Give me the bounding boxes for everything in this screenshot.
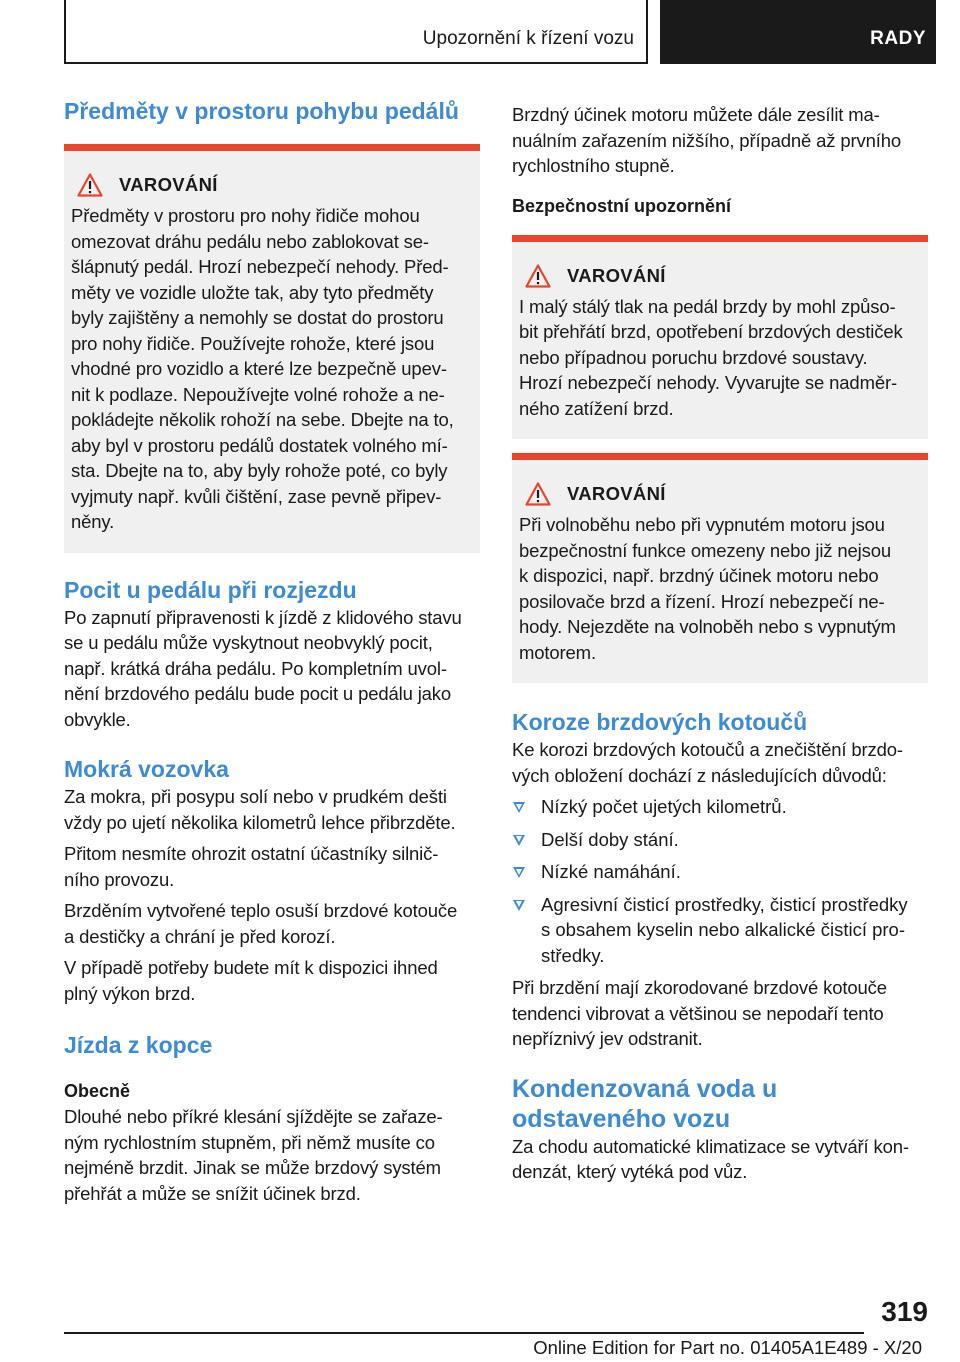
list-item: Nízké namáhání. bbox=[512, 859, 928, 885]
header-chapter-tab bbox=[660, 0, 936, 64]
subheading-safety: Bezpečnostní upozornění bbox=[512, 195, 732, 216]
warning-text-brake-pressure: I malý stálý tlak na pedál brzdy by mohl způso- bit přehřátí brzd, opotřebení brzdových destiček nebo případnou poruchu brzdové soustavy. Hrozí nebezpečí nehody. Vyvarujte se nadměr- ného zatížení brzd. bbox=[519, 295, 903, 419]
warning-box-idling bbox=[512, 453, 928, 683]
corrosion-causes-list bbox=[512, 794, 928, 968]
heading-wet-road: Mokrá vozovka bbox=[64, 756, 229, 782]
paragraph-condensed-water: Za chodu automatické klimatizace se vytváří kon- denzát, který vytéká pod vůz. bbox=[512, 1135, 909, 1182]
header-chapter-title: RADY bbox=[870, 28, 926, 49]
footer-edition: Online Edition for Part no. 01405A1E489 - X/20 bbox=[533, 1337, 922, 1358]
paragraph-wet-3: Brzděním vytvořené teplo osuší brzdové kotouče a destičky a chrání je před korozí. bbox=[64, 900, 458, 947]
bullet-triangle-icon bbox=[513, 867, 525, 878]
warning-triangle-icon bbox=[77, 173, 103, 197]
subheading-general: Obecně bbox=[64, 1081, 131, 1101]
bullet-triangle-icon bbox=[513, 900, 525, 911]
page-number: 319 bbox=[881, 1296, 928, 1327]
footer-rule bbox=[64, 1332, 864, 1334]
warning-label: VAROVÁNÍ bbox=[119, 174, 218, 195]
warning-box-objects bbox=[64, 144, 480, 553]
paragraph-downhill: Dlouhé nebo příkré klesání sjíždějte se zařaze- ným rychlostním stupněm, při němž musíte co nejméně brzdit. Jinak se může brzdový systém přehřát a může se snížit účinek brzd. bbox=[64, 1106, 443, 1204]
paragraph-wet-2: Přitom nesmíte ohrozit ostatní účastníky silnič- ního provozu. bbox=[64, 843, 439, 890]
heading-downhill: Jízda z kopce bbox=[64, 1032, 213, 1058]
heading-condensed-water: Kondenzovaná voda u odstaveného vozu bbox=[512, 1074, 778, 1133]
warning-box-brake-pressure bbox=[512, 235, 928, 440]
warning-text-idling: Při volnoběhu nebo při vypnutém motoru jsou bezpečnostní funkce omezeny nebo již nejsou k dispozici, např. brzdný účinek motoru nebo posilovače brzd a řízení. Hrozí nebezpečí ne- hody. Nejezděte na volnoběh nebo s vypnutým motorem. bbox=[519, 514, 896, 663]
warning-header bbox=[77, 173, 474, 197]
bullet-triangle-icon bbox=[513, 835, 525, 846]
warning-triangle-icon bbox=[525, 482, 551, 506]
bullet-triangle-icon bbox=[513, 802, 525, 813]
list-item: Delší doby stání. bbox=[512, 827, 928, 853]
paragraph-engine-braking: Brzdný účinek motoru můžete dále zesílit ma- nuálním zařazením nižšího, případně až prvního rychlostního stupně. bbox=[512, 104, 902, 176]
warning-header bbox=[525, 482, 922, 506]
warning-triangle-icon bbox=[525, 264, 551, 288]
header-section-title: Upozornění k řízení vozu bbox=[422, 28, 634, 49]
heading-pedal-feel: Pocit u pedálu při rozjezdu bbox=[64, 576, 357, 603]
paragraph-wet-1: Za mokra, při posypu solí nebo v prudkém dešti vždy po ujetí několika kilometrů lehce přibrzděte. bbox=[64, 786, 456, 833]
warning-label: VAROVÁNÍ bbox=[567, 264, 666, 286]
heading-objects: Předměty v prostoru pohybu pedálů bbox=[64, 98, 459, 124]
heading-corrosion: Koroze brzdových kotoučů bbox=[512, 709, 808, 735]
list-item: Nízký počet ujetých kilometrů. bbox=[512, 794, 928, 820]
left-column bbox=[64, 96, 480, 1206]
paragraph-corrosion-effect: Při brzdění mají zkorodované brzdové kotouče tendenci vibrovat a většinou se nepodaří tento nepříznivý jev odstranit. bbox=[512, 977, 887, 1049]
right-column bbox=[512, 102, 928, 1185]
warning-header bbox=[525, 264, 922, 288]
paragraph-pedal-feel: Po zapnutí připravenosti k jízdě z klidového stavu se u pedálu může vyskytnout neobvyklý pocit, např. krátká dráha pedálu. Po kompletním uvol- nění brzdového pedálu bude pocit u pedálu jako obvykle. bbox=[64, 606, 462, 730]
paragraph-corrosion-intro: Ke korozi brzdových kotoučů a znečištění brzdo- vých obložení dochází z následujících důvodů: bbox=[512, 739, 903, 786]
list-item: Agresivní čisticí prostředky, čisticí prostředky s obsahem kyselin nebo alkalické čisticí pro- středky. bbox=[512, 892, 928, 969]
warning-text-objects: Předměty v prostoru pro nohy řidiče mohou omezovat dráhu pedálu nebo zablokovat se- šlápnutý pedál. Hrozí nebezpečí nehody. Před- měty ve vozidle uložte tak, aby tyto předměty byly zajištěny a nemohly se dostat do prostoru pro nohy řidiče. Používejte rohože, které jsou vhodné pro vozidlo a které lze bezpečně upev- nit k podlaze. Nepoužívejte volné rohože a ne- pokládejte několik rohoží na sebe. Dbejte na to, aby byl v prostoru pedálů dostatek volného mí- sta. Dbejte na to, aby byly rohože poté, co byly vyjmuty např. kvůli čištění, zase pevně připev- něny. bbox=[71, 205, 454, 532]
warning-label: VAROVÁNÍ bbox=[567, 483, 666, 504]
paragraph-wet-4: V případě potřeby budete mít k dispozici ihned plný výkon brzd. bbox=[64, 957, 438, 1004]
header-section-box bbox=[64, 0, 648, 64]
